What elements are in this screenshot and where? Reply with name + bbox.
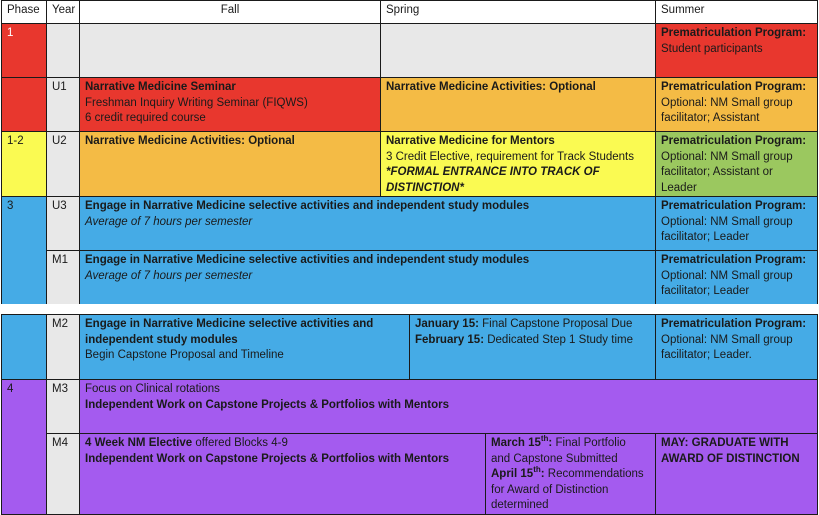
spring-m2-text1: Final Capstone Proposal Due [478, 318, 633, 330]
summer-u2-line3: facilitator; Assistant or [661, 166, 773, 178]
phase-cell-1 [1, 23, 47, 78]
summer-m4-line1: MAY: GRADUATE WITH [661, 437, 789, 449]
fall-m4-bold1: 4 Week NM Elective [85, 437, 193, 449]
phase-cell-3 [1, 196, 47, 305]
fall-cell-m4 [79, 433, 486, 515]
header-summer-label: Summer [661, 4, 705, 16]
main-m1-title: Engage in Narrative Medicine selective activities and independent study modules [85, 254, 530, 266]
year-label-m1: M1 [52, 254, 68, 266]
year-label-m2: M2 [52, 318, 68, 330]
summer-pre-text: Student participants [661, 42, 763, 55]
phase-label-1-2: 1-2 [7, 135, 24, 147]
spring-m4-text2a: Recommendations [544, 468, 644, 480]
main-cell-m3 [79, 379, 818, 434]
year-cell-m2 [46, 314, 80, 380]
main-u3-sub: Average of 7 hours per semester [85, 215, 253, 228]
summer-m1-line3: facilitator; Leader [661, 285, 750, 297]
spring-m4-date1: March 15 [491, 437, 541, 449]
year-label-u3: U3 [52, 200, 67, 212]
header-spring [380, 0, 656, 24]
summer-u1-line2: Optional: NM Small group [661, 96, 793, 109]
fall-m2-line1: Engage in Narrative Medicine selective activities and [85, 318, 374, 330]
spring-m4-text1b: and Capstone Submitted [491, 452, 618, 465]
spring-m2-date2: February 15: [415, 333, 485, 346]
main-m3-line1: Focus on Clinical rotations [85, 383, 220, 395]
spring-m4-colon2: : [540, 468, 545, 480]
header-summer [655, 0, 818, 24]
fall-cell-u2 [79, 131, 381, 197]
spring-u2-line4: DISTINCTION* [386, 181, 464, 194]
main-u3-title: Engage in Narrative Medicine selective activities and independent study modules [85, 200, 530, 212]
summer-u3-title: Prematriculation Program: [661, 200, 807, 212]
spring-m2-text2: Dedicated Step 1 Study time [484, 333, 633, 346]
summer-cell-u3 [655, 196, 818, 251]
summer-m2-line2: Optional: NM Small group [661, 333, 793, 346]
spring-m2-date1: January 15: [415, 318, 479, 330]
spring-m4-sup1: th [540, 434, 549, 444]
fall-m2-line3: Begin Capstone Proposal and Timeline [85, 349, 284, 361]
main-m1-sub: Average of 7 hours per semester [85, 269, 253, 282]
fall-u1-line2: Freshman Inquiry Writing Seminar (FIQWS) [85, 96, 308, 109]
header-fall-label: Fall [220, 4, 240, 16]
fall-cell-u1 [79, 77, 381, 132]
spring-cell-blank [380, 23, 656, 78]
program-table [1, 0, 818, 515]
header-fall [79, 0, 381, 24]
year-cell-u3 [46, 196, 80, 251]
summer-u3-line3: facilitator; Leader [661, 231, 750, 243]
spring-cell-m2 [409, 314, 656, 380]
spring-m4-text2b: for Award of Distinction [491, 483, 609, 496]
fall-cell-m2 [79, 314, 410, 380]
phase-label-3: 3 [7, 200, 14, 212]
year-cell-m4 [46, 433, 80, 515]
header-year-label: Year [52, 4, 76, 16]
spring-u2-line2: 3 Credit Elective, requirement for Track Students [386, 150, 634, 163]
summer-cell-m4 [655, 433, 818, 515]
summer-m2-line3: facilitator; Leader. [661, 349, 752, 361]
spring-cell-u1 [380, 77, 656, 132]
fall-cell-blank [79, 23, 381, 78]
spring-m4-sup2: th [533, 465, 541, 475]
summer-u2-line2: Optional: NM Small group [661, 150, 793, 163]
phase-label-4: 4 [7, 383, 14, 395]
spring-cell-u2 [380, 131, 656, 197]
summer-m1-title: Prematriculation Program: [661, 254, 807, 266]
year-cell-m1 [46, 250, 80, 305]
year-cell-blank [46, 23, 80, 78]
header-phase [1, 0, 47, 24]
summer-cell-m1 [655, 250, 818, 305]
summer-u2-title: Prematriculation Program: [661, 135, 807, 147]
summer-u3-line2: Optional: NM Small group [661, 215, 793, 228]
main-cell-m1 [79, 250, 656, 305]
summer-u1-title: Prematriculation Program: [661, 81, 807, 93]
main-cell-u3 [79, 196, 656, 251]
phase-cell-4 [1, 379, 47, 515]
spring-m4-colon1: : [548, 437, 553, 449]
year-label-u1: U1 [52, 81, 67, 93]
summer-cell-u2 [655, 131, 818, 197]
phase-cell-3-cont [1, 314, 47, 380]
spring-u2-line3: *FORMAL ENTRANCE INTO TRACK OF [386, 166, 600, 178]
phase-label-1: 1 [7, 27, 14, 39]
table-page-break [0, 304, 819, 312]
spring-u2-title: Narrative Medicine for Mentors [386, 135, 555, 147]
phase-cell-1-2 [1, 131, 47, 197]
year-label-m4: M4 [52, 437, 68, 449]
summer-cell-u1 [655, 77, 818, 132]
phase-cell-1-cont [1, 77, 47, 132]
spring-m4-text2c: determined [491, 499, 549, 511]
fall-u2-title: Narrative Medicine Activities: Optional [85, 135, 295, 147]
summer-cell-pre [655, 23, 818, 78]
year-label-u2: U2 [52, 135, 67, 147]
summer-u2-line4: Leader [661, 181, 697, 194]
summer-cell-m2 [655, 314, 818, 380]
year-cell-m3 [46, 379, 80, 434]
fall-m2-line2: independent study modules [85, 333, 238, 346]
year-cell-u2 [46, 131, 80, 197]
header-phase-label: Phase [7, 4, 40, 16]
summer-m2-title: Prematriculation Program: [661, 318, 807, 330]
main-m3-line2: Independent Work on Capstone Projects & Portfolios with Mentors [85, 398, 449, 411]
year-label-m3: M3 [52, 383, 68, 395]
spring-u1-title: Narrative Medicine Activities: Optional [386, 81, 596, 93]
fall-m4-line2: Independent Work on Capstone Projects & Portfolios with Mentors [85, 452, 449, 465]
summer-pre-title: Prematriculation Program: [661, 27, 807, 39]
summer-m4-line2: AWARD OF DISTINCTION [661, 452, 800, 465]
year-cell-u1 [46, 77, 80, 132]
fall-u1-line3: 6 credit required course [85, 112, 206, 124]
summer-m1-line2: Optional: NM Small group [661, 269, 793, 282]
spring-m4-text1a: Final Portfolio [552, 437, 626, 449]
spring-cell-m4 [485, 433, 656, 515]
spring-m4-date2: April 15 [491, 468, 534, 480]
header-year [46, 0, 80, 24]
fall-u1-title: Narrative Medicine Seminar [85, 81, 236, 93]
header-spring-label: Spring [386, 4, 420, 16]
fall-m4-text1: offered Blocks 4-9 [192, 437, 288, 449]
summer-u1-line3: facilitator; Assistant [661, 112, 760, 124]
